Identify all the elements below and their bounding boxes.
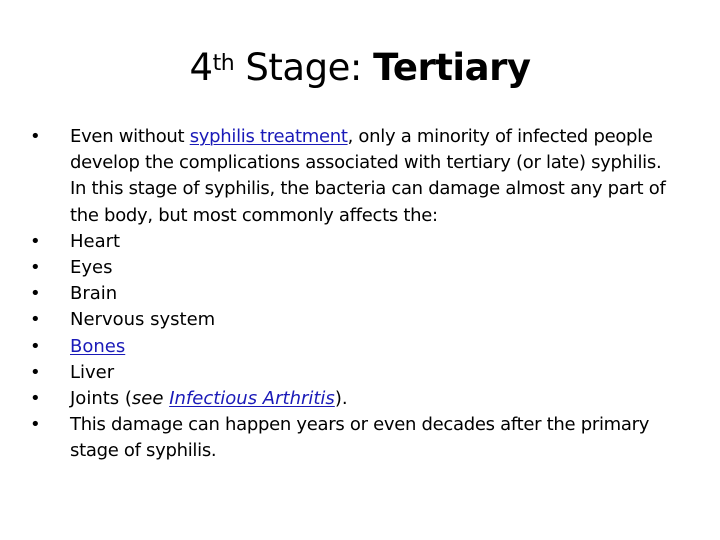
bones-link[interactable]: Bones xyxy=(70,335,126,357)
closing-text: This damage can happen years or even decades after the primary stage of syphilis. xyxy=(70,414,650,462)
syphilis-treatment-link[interactable]: syphilis treatment xyxy=(189,126,348,147)
list-item-heart xyxy=(30,229,680,255)
list-item-nervous-system xyxy=(30,307,680,333)
bullet-icon: • xyxy=(30,388,41,410)
brain-label: Brain xyxy=(70,283,118,305)
bullet-icon: • xyxy=(30,126,41,147)
title-stage-label: Stage: xyxy=(234,46,374,89)
bullet-icon: • xyxy=(30,361,41,383)
list-item-bones xyxy=(30,334,680,360)
bullet-icon: • xyxy=(30,230,41,252)
title-ordinal-number: 4 xyxy=(189,46,213,89)
list-item-liver xyxy=(30,360,680,386)
joints-suffix: ). xyxy=(334,388,348,410)
joints-see: see xyxy=(131,388,164,410)
heart-label: Heart xyxy=(70,230,121,252)
list-item-eyes xyxy=(30,255,680,281)
bullet-list xyxy=(30,124,680,465)
intro-text-start: Even without xyxy=(70,126,190,147)
intro-text-rest: , only a minority of infected people develop the complications associated with tertiary (or late) syphilis. In this stage of syphilis, the bacteria can damage almost any part of the body, but most commonly affects the: xyxy=(70,126,666,226)
eyes-label: Eyes xyxy=(70,257,113,279)
bullet-icon: • xyxy=(30,414,41,436)
bullet-icon: • xyxy=(30,283,41,305)
list-item-brain xyxy=(30,281,680,307)
slide-title xyxy=(0,40,720,96)
title-stage-name: Tertiary xyxy=(373,46,531,89)
liver-label: Liver xyxy=(70,361,115,383)
list-item-intro xyxy=(30,124,680,229)
bullet-icon: • xyxy=(30,335,41,357)
list-item-joints xyxy=(30,386,680,412)
title-ordinal-suffix: th xyxy=(212,51,235,76)
infectious-arthritis-link[interactable]: Infectious Arthritis xyxy=(169,388,335,410)
nervous-system-label: Nervous system xyxy=(70,309,216,331)
bullet-icon: • xyxy=(30,309,41,331)
list-item-closing xyxy=(30,412,680,464)
bullet-icon: • xyxy=(30,257,41,279)
joints-prefix: Joints ( xyxy=(70,388,132,410)
